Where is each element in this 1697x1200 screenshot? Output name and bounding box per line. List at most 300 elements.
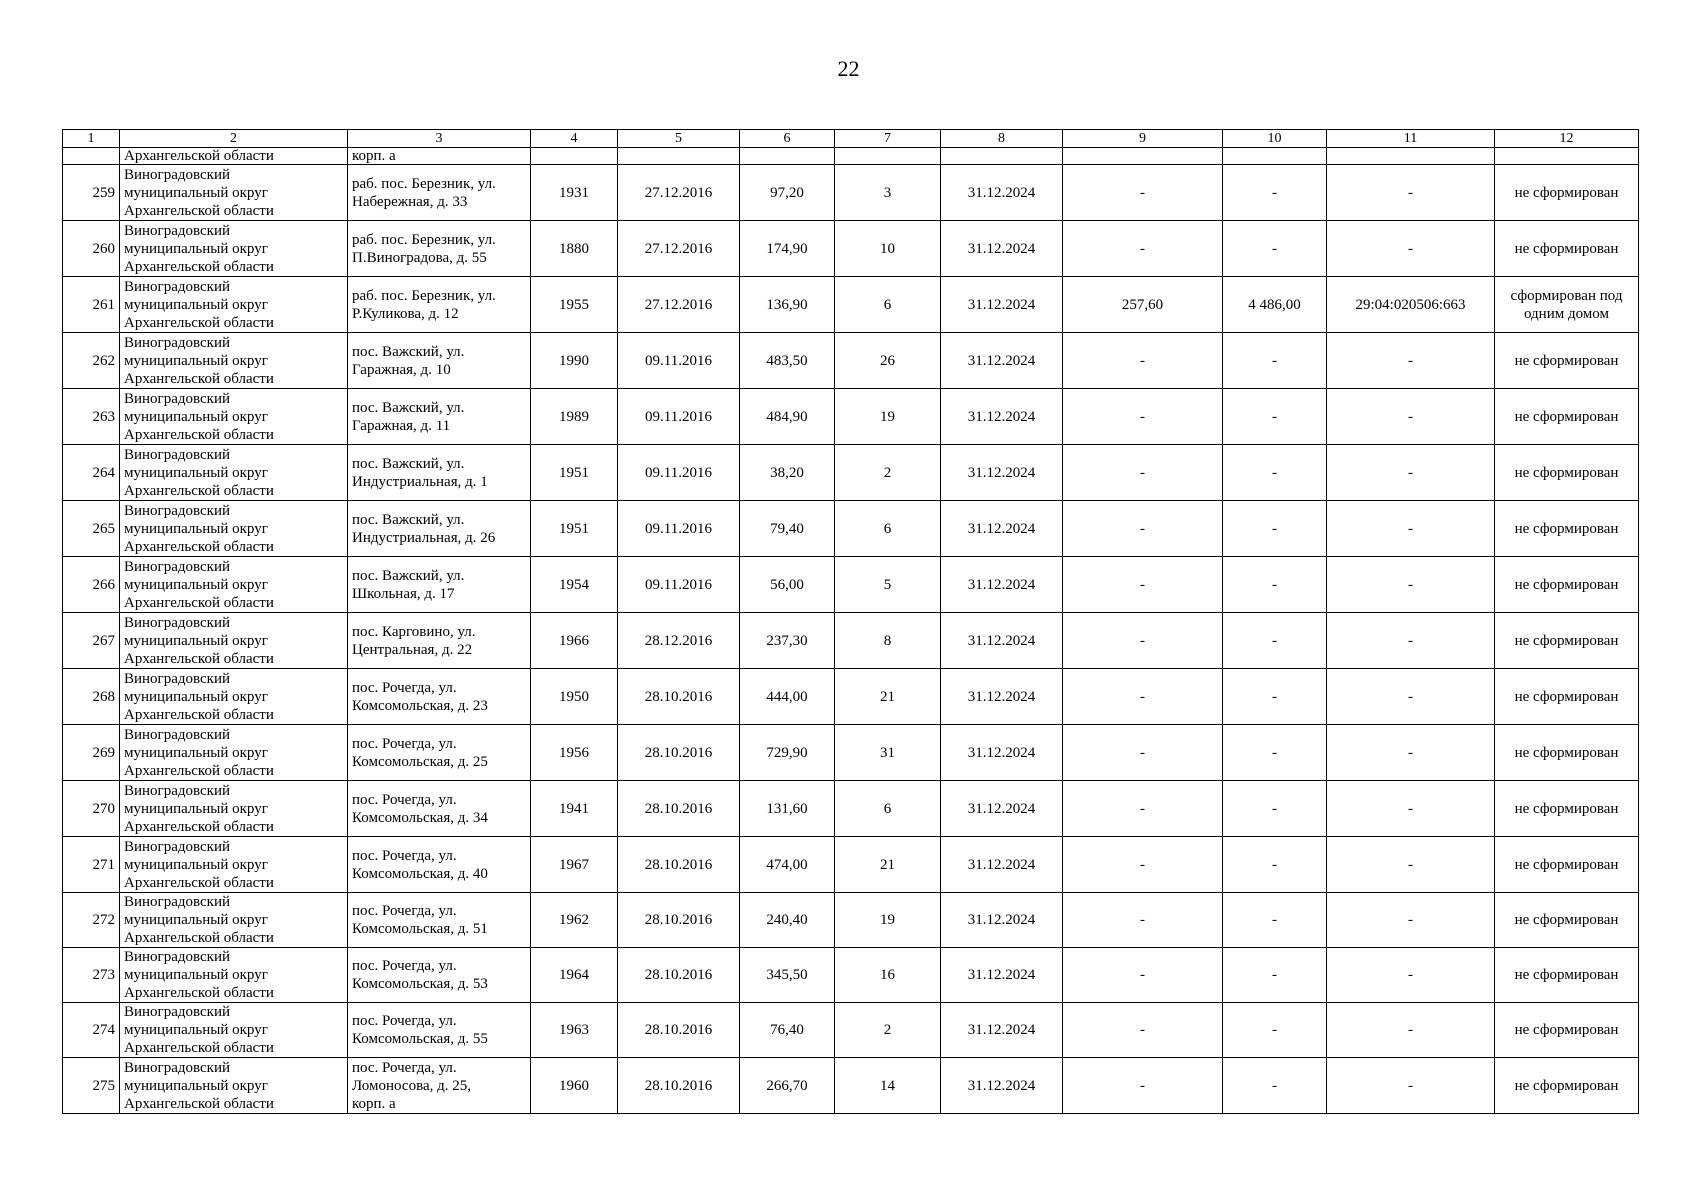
area-cell: 345,50 (740, 948, 835, 1003)
recognition-date-cell: 09.11.2016 (618, 445, 740, 501)
col10-cell: - (1223, 501, 1327, 557)
column-number: 4 (531, 130, 618, 148)
municipality-line: Виноградовский (124, 614, 230, 631)
municipality-cell (120, 1003, 348, 1058)
land-plot-status-cell: не сформирован (1495, 725, 1639, 781)
residents-count-cell: 14 (835, 1058, 941, 1114)
land-plot-status-cell: не сформирован (1495, 445, 1639, 501)
cadastral-number-cell: - (1327, 948, 1495, 1003)
row-number-cell: 271 (63, 837, 120, 893)
address-line: пос. Рочегда, ул. (352, 847, 457, 864)
residents-count-cell: 16 (835, 948, 941, 1003)
residents-count-cell: 2 (835, 1003, 941, 1058)
column-number: 5 (618, 130, 740, 148)
land-plot-status-cell: не сформирован (1495, 389, 1639, 445)
area-cell: 474,00 (740, 837, 835, 893)
residents-count-cell: 10 (835, 221, 941, 277)
year-built-cell: 1955 (531, 277, 618, 333)
municipality-line: муниципальный округ (124, 576, 268, 593)
resettlement-deadline-cell: 31.12.2024 (941, 669, 1063, 725)
col9-cell: - (1063, 669, 1223, 725)
recognition-date-cell: 09.11.2016 (618, 389, 740, 445)
row-number-cell: 261 (63, 277, 120, 333)
municipality-line: муниципальный округ (124, 967, 268, 983)
address-line: пос. Рочегда, ул. (352, 679, 457, 696)
address-line: Комсомольская, д. 53 (352, 976, 488, 992)
address-cell (348, 221, 531, 277)
resettlement-deadline-cell: 31.12.2024 (941, 725, 1063, 781)
row-number-cell: 266 (63, 557, 120, 613)
address-cell (348, 893, 531, 948)
address-line: П.Виноградова, д. 55 (352, 249, 487, 266)
resettlement-deadline-cell: 31.12.2024 (941, 165, 1063, 221)
col10-cell: - (1223, 669, 1327, 725)
municipality-line: Архангельской области (124, 202, 274, 219)
area-cell: 484,90 (740, 389, 835, 445)
year-built-cell: 1880 (531, 221, 618, 277)
municipality-line: Архангельской области (124, 818, 274, 835)
row-number-cell: 263 (63, 389, 120, 445)
col9-cell: - (1063, 948, 1223, 1003)
table-row (63, 277, 1639, 333)
recognition-date-cell: 09.11.2016 (618, 557, 740, 613)
year-built-cell: 1967 (531, 837, 618, 893)
municipality-cell (120, 221, 348, 277)
municipality-line: Архангельской области (124, 538, 274, 555)
address-line: Комсомольская, д. 51 (352, 921, 488, 937)
address-cell (348, 389, 531, 445)
resettlement-deadline-cell: 31.12.2024 (941, 837, 1063, 893)
col10-cell: - (1223, 1003, 1327, 1058)
address-cell (348, 1003, 531, 1058)
area-cell: 38,20 (740, 445, 835, 501)
municipality-cell (120, 277, 348, 333)
municipality-line: муниципальный округ (124, 520, 268, 537)
municipality-cell (120, 445, 348, 501)
column-number: 2 (120, 130, 348, 148)
municipality-line: муниципальный округ (124, 632, 268, 649)
municipality-line: Архангельской области (124, 762, 274, 779)
col9-cell: - (1063, 333, 1223, 389)
address-line: Гаражная, д. 11 (352, 417, 451, 434)
residents-count-cell: 21 (835, 669, 941, 725)
col9-cell: - (1063, 221, 1223, 277)
land-plot-status-cell: не сформирован (1495, 1003, 1639, 1058)
municipality-line: муниципальный округ (124, 912, 268, 928)
row-number-cell: 268 (63, 669, 120, 725)
table-row (63, 333, 1639, 389)
year-built-cell: 1956 (531, 725, 618, 781)
address-line: пос. Важский, ул. (352, 567, 465, 584)
resettlement-deadline-cell: 31.12.2024 (941, 389, 1063, 445)
column-number: 12 (1495, 130, 1639, 148)
area-cell: 483,50 (740, 333, 835, 389)
year-built-cell: 1960 (531, 1058, 618, 1114)
municipality-line: Архангельской области (124, 482, 274, 499)
address-cell (348, 781, 531, 837)
column-number: 10 (1223, 130, 1327, 148)
municipality-line: Архангельской области (124, 706, 274, 723)
recognition-date-cell: 28.10.2016 (618, 837, 740, 893)
year-built-cell: 1951 (531, 501, 618, 557)
municipality-line: Виноградовский (124, 222, 230, 239)
residents-count-cell: 5 (835, 557, 941, 613)
residents-count-cell: 6 (835, 277, 941, 333)
municipality-line: Виноградовский (124, 782, 230, 799)
year-built-cell: 1966 (531, 613, 618, 669)
year-built-cell: 1951 (531, 445, 618, 501)
area-cell: 174,90 (740, 221, 835, 277)
residents-count-cell: 26 (835, 333, 941, 389)
address-cell (348, 333, 531, 389)
recognition-date-cell: 28.10.2016 (618, 1003, 740, 1058)
municipality-line: Виноградовский (124, 502, 230, 519)
recognition-date-cell: 27.12.2016 (618, 165, 740, 221)
col10-cell: - (1223, 557, 1327, 613)
address-line: пос. Рочегда, ул. (352, 1013, 457, 1029)
address-line: Индустриальная, д. 26 (352, 529, 496, 546)
area-cell: 76,40 (740, 1003, 835, 1058)
address-line: Комсомольская, д. 55 (352, 1031, 488, 1047)
row-number-cell: 267 (63, 613, 120, 669)
address-cell (348, 1058, 531, 1114)
housing-registry-table (62, 129, 1639, 1114)
area-cell: 237,30 (740, 613, 835, 669)
column-number: 8 (941, 130, 1063, 148)
cadastral-number-cell: - (1327, 613, 1495, 669)
address-line: Комсомольская, д. 25 (352, 753, 488, 770)
municipality-line: муниципальный округ (124, 408, 268, 425)
cadastral-number-cell: - (1327, 333, 1495, 389)
row-number-cell: 270 (63, 781, 120, 837)
area-cell: 240,40 (740, 893, 835, 948)
municipality-line: муниципальный округ (124, 1022, 268, 1038)
col9-cell: - (1063, 837, 1223, 893)
row-number-cell: 273 (63, 948, 120, 1003)
municipality-line: муниципальный округ (124, 688, 268, 705)
cadastral-number-cell: - (1327, 1058, 1495, 1114)
table-row (63, 893, 1639, 948)
recognition-date-cell: 09.11.2016 (618, 333, 740, 389)
row-number-cell: 275 (63, 1058, 120, 1114)
municipality-cell (120, 948, 348, 1003)
row-number-cell: 265 (63, 501, 120, 557)
table-row (63, 557, 1639, 613)
area-cell: 729,90 (740, 725, 835, 781)
col9-cell: - (1063, 893, 1223, 948)
recognition-date-cell: 28.12.2016 (618, 613, 740, 669)
col9-cell: - (1063, 445, 1223, 501)
municipality-line: муниципальный округ (124, 296, 268, 313)
column-number: 9 (1063, 130, 1223, 148)
resettlement-deadline-cell: 31.12.2024 (941, 893, 1063, 948)
col9-cell: - (1063, 389, 1223, 445)
table-row (63, 837, 1639, 893)
column-number: 11 (1327, 130, 1495, 148)
area-cell: 79,40 (740, 501, 835, 557)
address-line: пос. Рочегда, ул. (352, 1059, 457, 1076)
land-plot-status-cell: не сформирован (1495, 221, 1639, 277)
resettlement-deadline-cell: 31.12.2024 (941, 557, 1063, 613)
col9-cell: - (1063, 781, 1223, 837)
address-cell (348, 725, 531, 781)
municipality-cell (120, 893, 348, 948)
address-line: Комсомольская, д. 23 (352, 697, 488, 714)
cadastral-number-cell: - (1327, 837, 1495, 893)
col10-cell: - (1223, 221, 1327, 277)
year-built-cell: 1962 (531, 893, 618, 948)
municipality-line: Виноградовский (124, 726, 230, 743)
continued-row (63, 148, 1639, 165)
resettlement-deadline-cell: 31.12.2024 (941, 1003, 1063, 1058)
municipality-cell (120, 781, 348, 837)
year-built-cell: 1989 (531, 389, 618, 445)
row-number-cell: 259 (63, 165, 120, 221)
address-line: пос. Важский, ул. (352, 399, 465, 416)
address-cell (348, 837, 531, 893)
municipality-line: Архангельской области (124, 426, 274, 443)
col10-cell: - (1223, 1058, 1327, 1114)
column-number: 1 (63, 130, 120, 148)
resettlement-deadline-cell: 31.12.2024 (941, 781, 1063, 837)
address-line: раб. пос. Березник, ул. (352, 231, 496, 248)
col9-cell: - (1063, 1058, 1223, 1114)
municipality-line: Виноградовский (124, 838, 230, 855)
land-plot-status-cell: не сформирован (1495, 893, 1639, 948)
land-plot-status-cell: не сформирован (1495, 165, 1639, 221)
residents-count-cell: 19 (835, 389, 941, 445)
cadastral-number-cell: - (1327, 1003, 1495, 1058)
municipality-line: Архангельской области (124, 650, 274, 667)
cadastral-number-cell: - (1327, 165, 1495, 221)
municipality-line: муниципальный округ (124, 744, 268, 761)
cadastral-number-cell: - (1327, 557, 1495, 613)
table-row (63, 613, 1639, 669)
col10-cell: - (1223, 781, 1327, 837)
municipality-cell (120, 501, 348, 557)
land-plot-status-cell: не сформирован (1495, 837, 1639, 893)
col9-cell: - (1063, 725, 1223, 781)
land-plot-status-cell: не сформирован (1495, 781, 1639, 837)
municipality-cell (120, 725, 348, 781)
municipality-cell (120, 557, 348, 613)
municipality-line: Архангельской области (124, 314, 274, 331)
col9-cell: - (1063, 165, 1223, 221)
address-line: раб. пос. Березник, ул. (352, 287, 496, 304)
col10-cell: - (1223, 445, 1327, 501)
table-row (63, 1003, 1639, 1058)
col10-cell: - (1223, 165, 1327, 221)
col10-cell: 4 486,00 (1223, 277, 1327, 333)
municipality-line: Виноградовский (124, 894, 230, 910)
municipality-cell (120, 837, 348, 893)
column-number: 3 (348, 130, 531, 148)
municipality-line: Виноградовский (124, 278, 230, 295)
municipality-cell (120, 1058, 348, 1114)
recognition-date-cell: 28.10.2016 (618, 1058, 740, 1114)
recognition-date-cell: 09.11.2016 (618, 501, 740, 557)
municipality-line: Архангельской области (124, 1095, 274, 1112)
area-cell: 136,90 (740, 277, 835, 333)
municipality-line: Виноградовский (124, 1004, 230, 1020)
year-built-cell: 1941 (531, 781, 618, 837)
resettlement-deadline-cell: 31.12.2024 (941, 445, 1063, 501)
cadastral-number-cell: - (1327, 445, 1495, 501)
recognition-date-cell: 27.12.2016 (618, 277, 740, 333)
address-cell (348, 277, 531, 333)
cadastral-number-cell: - (1327, 781, 1495, 837)
col10-cell: - (1223, 948, 1327, 1003)
address-line: пос. Важский, ул. (352, 511, 465, 528)
address-cell (348, 669, 531, 725)
column-number-header-row (63, 130, 1639, 148)
municipality-line: Виноградовский (124, 446, 230, 463)
table-row (63, 165, 1639, 221)
address-line: Набережная, д. 33 (352, 193, 468, 210)
municipality-line: муниципальный округ (124, 240, 268, 257)
municipality-line: Архангельской области (124, 370, 274, 387)
address-line: пос. Рочегда, ул. (352, 735, 457, 752)
row-number-cell: 262 (63, 333, 120, 389)
address-line: пос. Важский, ул. (352, 343, 465, 360)
cadastral-number-cell: - (1327, 501, 1495, 557)
municipality-cell (120, 613, 348, 669)
area-cell: 444,00 (740, 669, 835, 725)
table-row (63, 501, 1639, 557)
recognition-date-cell: 28.10.2016 (618, 893, 740, 948)
address-line: Комсомольская, д. 40 (352, 865, 488, 882)
year-built-cell: 1963 (531, 1003, 618, 1058)
row-number-cell: 260 (63, 221, 120, 277)
municipality-line: Архангельской области (124, 874, 274, 891)
table-row (63, 445, 1639, 501)
municipality-line: Виноградовский (124, 949, 230, 965)
table-row (63, 669, 1639, 725)
residents-count-cell: 21 (835, 837, 941, 893)
row-number-cell: 272 (63, 893, 120, 948)
col10-cell: - (1223, 725, 1327, 781)
address-cell (348, 557, 531, 613)
municipality-line: Архангельской области (124, 594, 274, 611)
address-line: корп. а (352, 1095, 396, 1112)
residents-count-cell: 2 (835, 445, 941, 501)
col10-cell: - (1223, 837, 1327, 893)
municipality-line: Архангельской области (124, 1040, 274, 1056)
cadastral-number-cell: - (1327, 389, 1495, 445)
address-line: Центральная, д. 22 (352, 641, 473, 658)
resettlement-deadline-cell: 31.12.2024 (941, 501, 1063, 557)
land-plot-status-cell: не сформирован (1495, 669, 1639, 725)
municipality-line: муниципальный округ (124, 856, 268, 873)
land-plot-status-cell: не сформирован (1495, 948, 1639, 1003)
col10-cell: - (1223, 333, 1327, 389)
row-number-cell: 269 (63, 725, 120, 781)
year-built-cell: 1954 (531, 557, 618, 613)
municipality-line: Архангельской области (124, 258, 274, 275)
land-plot-status-cell: не сформирован (1495, 333, 1639, 389)
address-line: Гаражная, д. 10 (352, 361, 451, 378)
year-built-cell: 1950 (531, 669, 618, 725)
resettlement-deadline-cell: 31.12.2024 (941, 613, 1063, 669)
municipality-line: муниципальный округ (124, 1077, 268, 1094)
residents-count-cell: 19 (835, 893, 941, 948)
address-cell (348, 613, 531, 669)
col10-cell: - (1223, 893, 1327, 948)
recognition-date-cell: 28.10.2016 (618, 948, 740, 1003)
year-built-cell: 1931 (531, 165, 618, 221)
municipality-cell (120, 389, 348, 445)
address-line: Комсомольская, д. 34 (352, 809, 488, 826)
cadastral-number-cell: - (1327, 893, 1495, 948)
col9-cell: - (1063, 501, 1223, 557)
cadastral-number-cell: - (1327, 725, 1495, 781)
address-line: пос. Важский, ул. (352, 455, 465, 472)
land-plot-status-cell: не сформирован (1495, 501, 1639, 557)
cadastral-number-cell: - (1327, 221, 1495, 277)
address-line: раб. пос. Березник, ул. (352, 175, 496, 192)
municipality-line: Виноградовский (124, 166, 230, 183)
municipality-line: Виноградовский (124, 334, 230, 351)
resettlement-deadline-cell: 31.12.2024 (941, 221, 1063, 277)
address-line: пос. Карговино, ул. (352, 623, 476, 640)
row-number-cell: 264 (63, 445, 120, 501)
address-cell (348, 501, 531, 557)
column-number: 6 (740, 130, 835, 148)
residents-count-cell: 31 (835, 725, 941, 781)
municipality-line: Виноградовский (124, 670, 230, 687)
table-row (63, 1058, 1639, 1114)
table-row (63, 781, 1639, 837)
recognition-date-cell: 28.10.2016 (618, 725, 740, 781)
address-line: Р.Куликова, д. 12 (352, 305, 459, 322)
municipality-cell (120, 669, 348, 725)
col9-cell: - (1063, 613, 1223, 669)
municipality-line: Виноградовский (124, 390, 230, 407)
residents-count-cell: 6 (835, 501, 941, 557)
row-number-cell: 274 (63, 1003, 120, 1058)
municipality-line: Архангельской области (124, 985, 274, 1001)
resettlement-deadline-cell: 31.12.2024 (941, 333, 1063, 389)
address-line: Школьная, д. 17 (352, 585, 455, 602)
municipality-cell: Архангельской области (120, 148, 348, 165)
address-line: Ломоносова, д. 25, (352, 1077, 471, 1094)
area-cell: 131,60 (740, 781, 835, 837)
land-plot-status-cell: не сформирован (1495, 613, 1639, 669)
land-plot-status-cell: сформирован под одним домом (1495, 277, 1639, 333)
residents-count-cell: 6 (835, 781, 941, 837)
year-built-cell: 1964 (531, 948, 618, 1003)
table-row (63, 221, 1639, 277)
resettlement-deadline-cell: 31.12.2024 (941, 277, 1063, 333)
col9-cell: 257,60 (1063, 277, 1223, 333)
table-row (63, 948, 1639, 1003)
residents-count-cell: 8 (835, 613, 941, 669)
address-cell: корп. а (348, 148, 531, 165)
col9-cell: - (1063, 1003, 1223, 1058)
resettlement-deadline-cell: 31.12.2024 (941, 948, 1063, 1003)
residents-count-cell: 3 (835, 165, 941, 221)
municipality-line: муниципальный округ (124, 800, 268, 817)
col10-cell: - (1223, 613, 1327, 669)
municipality-line: муниципальный округ (124, 352, 268, 369)
page-number: 22 (837, 56, 860, 81)
municipality-line: муниципальный округ (124, 184, 268, 201)
area-cell: 266,70 (740, 1058, 835, 1114)
table-row (63, 725, 1639, 781)
municipality-line: Виноградовский (124, 558, 230, 575)
municipality-line: муниципальный округ (124, 464, 268, 481)
table-row (63, 389, 1639, 445)
